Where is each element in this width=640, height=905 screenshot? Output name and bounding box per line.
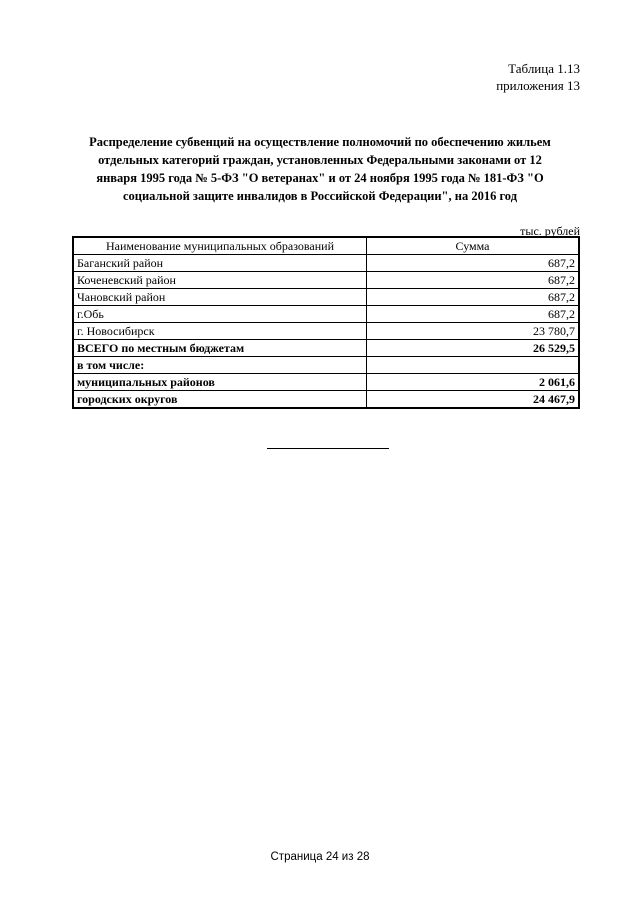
table-row [73, 255, 579, 272]
total-name: ВСЕГО по местным бюджетам [73, 340, 367, 357]
column-header-name: Наименование муниципальных образований [73, 237, 367, 255]
title-line: социальной защите инвалидов в Российской Федерации", на 2016 год [122, 189, 518, 203]
including-row [73, 357, 579, 374]
row-name: Чановский район [73, 289, 367, 306]
title-line: января 1995 года № 5-ФЗ "О ветеранах" и от 24 ноября 1995 года № 181-ФЗ "О [96, 171, 544, 185]
subtotal-row [73, 374, 579, 391]
row-sum: 687,2 [367, 272, 580, 289]
appendix-number: приложения 13 [496, 78, 580, 93]
table-row [73, 272, 579, 289]
table-reference [496, 60, 580, 94]
subsidy-table [72, 236, 580, 409]
subtotal-sum: 24 467,9 [367, 391, 580, 409]
subtotal-name: муниципальных районов [73, 374, 367, 391]
separator-line [267, 448, 389, 449]
subtotal-name: городских округов [73, 391, 367, 409]
total-row [73, 340, 579, 357]
table-row [73, 289, 579, 306]
subtotal-sum: 2 061,6 [367, 374, 580, 391]
row-name: г. Новосибирск [73, 323, 367, 340]
table-number: Таблица 1.13 [508, 61, 580, 76]
row-sum: 687,2 [367, 255, 580, 272]
table-header-row [73, 237, 579, 255]
title-line: отдельных категорий граждан, установленных Федеральными законами от 12 [98, 153, 542, 167]
table-row [73, 306, 579, 323]
including-empty [367, 357, 580, 374]
table-row [73, 323, 579, 340]
row-name: г.Обь [73, 306, 367, 323]
total-sum: 26 529,5 [367, 340, 580, 357]
document-title [70, 133, 570, 205]
row-sum: 687,2 [367, 306, 580, 323]
row-sum: 687,2 [367, 289, 580, 306]
row-name: Коченевский район [73, 272, 367, 289]
row-name: Баганский район [73, 255, 367, 272]
column-header-sum: Сумма [367, 237, 580, 255]
units-label: тыс. рублей [520, 224, 580, 238]
row-sum: 23 780,7 [367, 323, 580, 340]
including-label: в том числе: [73, 357, 367, 374]
title-line: Распределение субвенций на осуществление полномочий по обеспечению жильем [89, 135, 551, 149]
subtotal-row [73, 391, 579, 409]
page-footer: Страница 24 из 28 [270, 851, 370, 863]
